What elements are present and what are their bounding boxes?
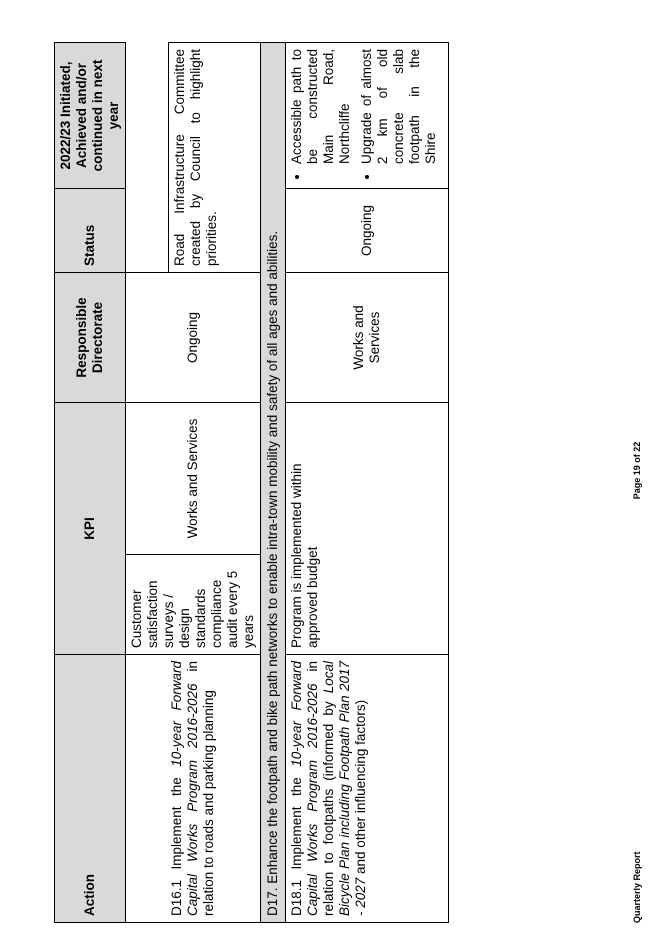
- year-list: [289, 49, 439, 182]
- footer-page-number: Page 19 of 22: [632, 441, 642, 500]
- action-text: D16.1 Implement the: [169, 766, 184, 916]
- list-item: • Accessible path to be constructed Main Road, Northcliffe: [289, 49, 353, 164]
- action-text: and other influencing factors): [353, 699, 368, 878]
- row-d16-responsible: Works and Services: [126, 402, 261, 554]
- row-d18-kpi: Program is implemented within approved budget: [286, 402, 449, 654]
- footer-report-title: Quarterly Report: [632, 851, 642, 923]
- header-year: 2022/23 Initiated, Achieved and/or continued in next year: [55, 42, 126, 188]
- row-d16-kpi: Customer satisfaction surveys / design standards compliance audit every 5 years: [126, 555, 261, 655]
- table-row: [126, 42, 169, 922]
- row-d16-year: Road Infrastructure Committee created by Council to highlight priorities.: [168, 42, 260, 272]
- row-d18-year: [286, 42, 449, 188]
- row-d16-action: [126, 655, 261, 923]
- row-d18-action: [286, 655, 449, 923]
- header-action: Action: [55, 655, 126, 923]
- row-d16-status: Ongoing: [126, 272, 261, 402]
- action-text: D18.1 Implement the: [289, 766, 304, 916]
- action-text: in relation to footpaths (informed by: [305, 661, 336, 916]
- section-d17: D17. Enhance the footpath and bike path networks to enable intra-town mobility and safety of all ages and abilities.: [261, 42, 286, 922]
- row-d18-status: Ongoing: [286, 188, 449, 272]
- header-status: Status: [55, 188, 126, 272]
- row-d18-responsible: Works and Services: [286, 272, 449, 402]
- table-header-row: [55, 42, 126, 922]
- action-emphasis: 10-year Forward Capital Works Program 2016-2026: [169, 661, 200, 916]
- action-text: in relation to roads and parking planning: [185, 661, 216, 916]
- action-emphasis: Local Bicycle Plan including Footpath Plan 2017 - 2027: [321, 661, 368, 916]
- header-kpi: KPI: [55, 402, 126, 654]
- section-row: [261, 42, 286, 922]
- table-row: [286, 42, 449, 922]
- action-table: [54, 42, 449, 923]
- action-emphasis: 10-year Forward Capital Works Program 2016-2026: [289, 661, 320, 916]
- list-item: • Upgrade of almost 2 km of old concrete slab footpath in the Shire: [359, 49, 439, 164]
- header-responsible: Responsible Directorate: [55, 272, 126, 402]
